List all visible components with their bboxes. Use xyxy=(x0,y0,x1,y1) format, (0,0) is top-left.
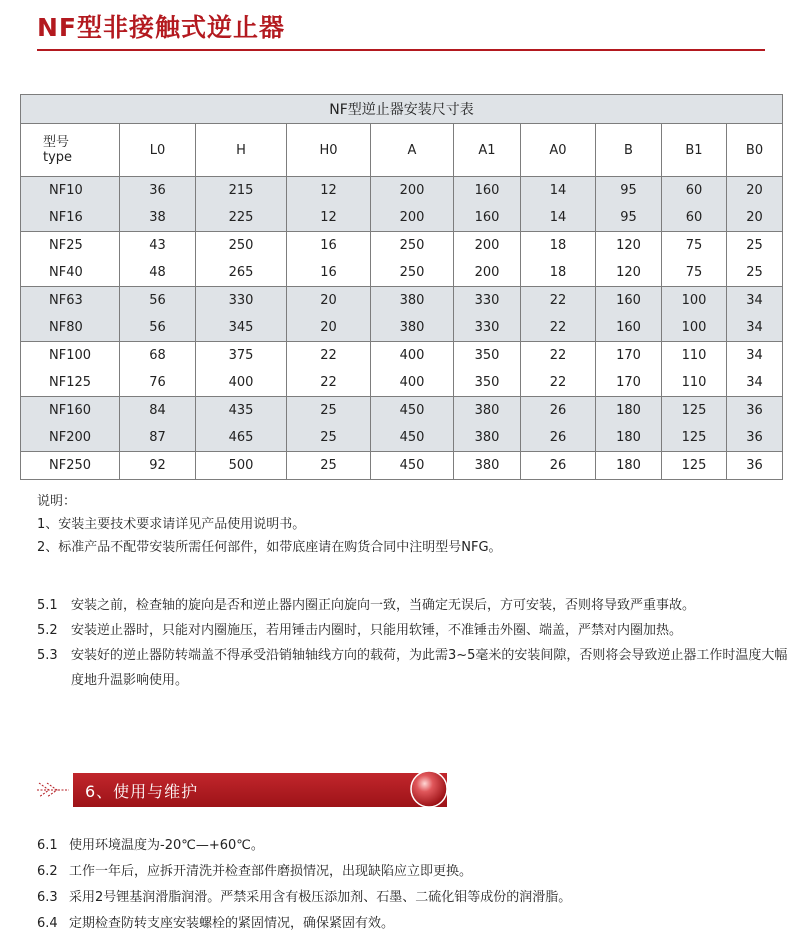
table-cell: 380 xyxy=(454,452,521,480)
item-number: 6.4 xyxy=(37,916,58,931)
section-title: 6、使用与维护 xyxy=(85,782,199,801)
table-cell: 435 xyxy=(196,397,287,425)
header-col: H0 xyxy=(287,124,371,177)
table-cell: 75 xyxy=(662,259,727,287)
table-cell: 60 xyxy=(662,204,727,232)
model-cell: NF16 xyxy=(21,204,120,232)
table-cell: 400 xyxy=(371,342,454,370)
table-cell: 36 xyxy=(727,424,783,452)
table-cell: 20 xyxy=(727,177,783,205)
table-row xyxy=(21,452,783,480)
table-row xyxy=(21,342,783,370)
table-cell: 36 xyxy=(727,397,783,425)
sphere-icon xyxy=(409,769,449,809)
header-model xyxy=(21,124,120,177)
table-cell: 22 xyxy=(287,342,371,370)
table-cell: 100 xyxy=(662,287,727,315)
table-cell: 18 xyxy=(521,259,596,287)
table-cell: 34 xyxy=(727,369,783,397)
table-cell: 92 xyxy=(120,452,196,480)
table-cell: 225 xyxy=(196,204,287,232)
usage-maintenance xyxy=(37,833,571,937)
table-cell: 400 xyxy=(196,369,287,397)
model-cell: NF160 xyxy=(21,397,120,425)
install-instructions xyxy=(37,593,797,693)
item-number: 6.2 xyxy=(37,864,58,879)
table-cell: 25 xyxy=(727,259,783,287)
table-cell: 380 xyxy=(371,287,454,315)
table-cell: 34 xyxy=(727,287,783,315)
table-caption: NF型逆止器安装尺寸表 xyxy=(21,95,783,124)
list-item xyxy=(37,859,571,885)
model-cell: NF63 xyxy=(21,287,120,315)
table-cell: 200 xyxy=(371,177,454,205)
item-text: 定期检查防转支座安装螺栓的紧固情况，确保紧固有效。 xyxy=(69,916,395,931)
item-text: 工作一年后，应拆开清洗并检查部件磨损情况，出现缺陷应立即更换。 xyxy=(69,864,473,879)
table-row xyxy=(21,397,783,425)
table-cell: 16 xyxy=(287,232,371,260)
list-item xyxy=(37,885,571,911)
double-chevron-icon xyxy=(37,780,71,800)
table-cell: 110 xyxy=(662,369,727,397)
table-row xyxy=(21,177,783,205)
model-cell: NF125 xyxy=(21,369,120,397)
table-cell: 68 xyxy=(120,342,196,370)
header-col: A1 xyxy=(454,124,521,177)
table-cell: 18 xyxy=(521,232,596,260)
table-cell: 14 xyxy=(521,204,596,232)
table-cell: 22 xyxy=(521,342,596,370)
table-cell: 250 xyxy=(196,232,287,260)
table-cell: 95 xyxy=(596,204,662,232)
item-text: 安装之前，检查轴的旋向是否和逆止器内圈正向旋向一致，当确定无误后，方可安装，否则将导致严重事故。 xyxy=(71,598,696,613)
header-col: L0 xyxy=(120,124,196,177)
table-cell: 200 xyxy=(454,259,521,287)
table-row xyxy=(21,204,783,232)
table-body xyxy=(21,177,783,480)
title-divider xyxy=(37,49,765,51)
item-number: 5.1 xyxy=(37,598,58,613)
table-cell: 20 xyxy=(287,314,371,342)
model-cell: NF200 xyxy=(21,424,120,452)
table-cell: 22 xyxy=(521,369,596,397)
header-col: B xyxy=(596,124,662,177)
table-row xyxy=(21,259,783,287)
table-cell: 14 xyxy=(521,177,596,205)
table-cell: 100 xyxy=(662,314,727,342)
table-cell: 125 xyxy=(662,424,727,452)
header-col: A xyxy=(371,124,454,177)
table-row xyxy=(21,287,783,315)
notes xyxy=(37,490,502,559)
list-item xyxy=(37,911,571,937)
notes-heading: 说明： xyxy=(37,494,77,509)
header-col: B0 xyxy=(727,124,783,177)
model-cell: NF25 xyxy=(21,232,120,260)
header-col: B1 xyxy=(662,124,727,177)
table-cell: 95 xyxy=(596,177,662,205)
list-item xyxy=(37,833,571,859)
table-cell: 330 xyxy=(454,287,521,315)
table-cell: 345 xyxy=(196,314,287,342)
item-text: 使用环境温度为-20℃—+60℃。 xyxy=(69,838,264,853)
table-cell: 87 xyxy=(120,424,196,452)
list-item xyxy=(37,593,797,618)
table-cell: 250 xyxy=(371,232,454,260)
table-cell: 125 xyxy=(662,452,727,480)
table-cell: 25 xyxy=(287,397,371,425)
model-cell: NF100 xyxy=(21,342,120,370)
table-cell: 180 xyxy=(596,397,662,425)
item-text: 安装好的逆止器防转端盖不得承受沿销轴轴线方向的载荷，为此需3~5毫米的安装间隙，否则将会导致逆止器工作时温度大幅度地升温影响使用。 xyxy=(71,648,788,688)
model-cell: NF40 xyxy=(21,259,120,287)
table-row xyxy=(21,314,783,342)
dimension-table xyxy=(20,94,783,480)
table-cell: 34 xyxy=(727,342,783,370)
table-cell: 36 xyxy=(727,452,783,480)
table-cell: 120 xyxy=(596,259,662,287)
table-cell: 22 xyxy=(287,369,371,397)
table-cell: 170 xyxy=(596,369,662,397)
table-cell: 160 xyxy=(596,287,662,315)
table-cell: 75 xyxy=(662,232,727,260)
table-cell: 16 xyxy=(287,259,371,287)
note-item: 2、标准产品不配带安装所需任何部件，如带底座请在购货合同中注明型号NFG。 xyxy=(37,540,502,555)
table-cell: 500 xyxy=(196,452,287,480)
table-cell: 38 xyxy=(120,204,196,232)
table-row xyxy=(21,232,783,260)
note-item: 1、安装主要技术要求请详见产品使用说明书。 xyxy=(37,517,306,532)
table-cell: 380 xyxy=(454,397,521,425)
table-cell: 76 xyxy=(120,369,196,397)
header-col: H xyxy=(196,124,287,177)
table-cell: 34 xyxy=(727,314,783,342)
table-cell: 330 xyxy=(454,314,521,342)
item-number: 5.2 xyxy=(37,623,58,638)
model-cell: NF10 xyxy=(21,177,120,205)
table-cell: 160 xyxy=(454,177,521,205)
list-item xyxy=(37,643,797,693)
table-cell: 200 xyxy=(371,204,454,232)
header-model-en: type xyxy=(43,150,73,165)
table-cell: 125 xyxy=(662,397,727,425)
table-cell: 56 xyxy=(120,314,196,342)
table-cell: 350 xyxy=(454,369,521,397)
header-col: A0 xyxy=(521,124,596,177)
table-cell: 380 xyxy=(454,424,521,452)
table-cell: 350 xyxy=(454,342,521,370)
table-cell: 25 xyxy=(287,424,371,452)
table-cell: 36 xyxy=(120,177,196,205)
header-model-cn: 型号 xyxy=(43,135,70,150)
table-header-row xyxy=(21,124,783,177)
table-cell: 200 xyxy=(454,232,521,260)
table-cell: 250 xyxy=(371,259,454,287)
table-cell: 180 xyxy=(596,424,662,452)
table-row xyxy=(21,424,783,452)
table-row xyxy=(21,369,783,397)
table-cell: 400 xyxy=(371,369,454,397)
table-cell: 265 xyxy=(196,259,287,287)
item-text: 安装逆止器时，只能对内圈施压，若用锤击内圈时，只能用软锤，不准锤击外圈、端盖，严禁对内圈加热。 xyxy=(71,623,683,638)
table-cell: 450 xyxy=(371,397,454,425)
table-cell: 12 xyxy=(287,177,371,205)
table-cell: 330 xyxy=(196,287,287,315)
table-cell: 22 xyxy=(521,287,596,315)
table-cell: 56 xyxy=(120,287,196,315)
table-cell: 160 xyxy=(454,204,521,232)
table-cell: 120 xyxy=(596,232,662,260)
item-number: 5.3 xyxy=(37,648,58,663)
table-cell: 22 xyxy=(521,314,596,342)
table-cell: 25 xyxy=(287,452,371,480)
item-number: 6.1 xyxy=(37,838,58,853)
table-cell: 25 xyxy=(727,232,783,260)
table-cell: 26 xyxy=(521,452,596,480)
table-cell: 160 xyxy=(596,314,662,342)
table-cell: 110 xyxy=(662,342,727,370)
item-text: 采用2号锂基润滑脂润滑。严禁采用含有极压添加剂、石墨、二硫化钼等成份的润滑脂。 xyxy=(69,890,572,905)
table-cell: 465 xyxy=(196,424,287,452)
model-cell: NF80 xyxy=(21,314,120,342)
page-title: NF型非接触式逆止器 xyxy=(37,13,286,42)
table-cell: 170 xyxy=(596,342,662,370)
item-number: 6.3 xyxy=(37,890,58,905)
table-cell: 375 xyxy=(196,342,287,370)
table-cell: 20 xyxy=(727,204,783,232)
table-cell: 84 xyxy=(120,397,196,425)
table-cell: 20 xyxy=(287,287,371,315)
table-cell: 12 xyxy=(287,204,371,232)
table-cell: 450 xyxy=(371,452,454,480)
table-cell: 215 xyxy=(196,177,287,205)
table-cell: 43 xyxy=(120,232,196,260)
model-cell: NF250 xyxy=(21,452,120,480)
table-cell: 380 xyxy=(371,314,454,342)
table-cell: 60 xyxy=(662,177,727,205)
section-banner xyxy=(37,773,447,807)
list-item xyxy=(37,618,797,643)
table-cell: 450 xyxy=(371,424,454,452)
table-cell: 26 xyxy=(521,424,596,452)
table-cell: 48 xyxy=(120,259,196,287)
table-cell: 26 xyxy=(521,397,596,425)
table-cell: 180 xyxy=(596,452,662,480)
